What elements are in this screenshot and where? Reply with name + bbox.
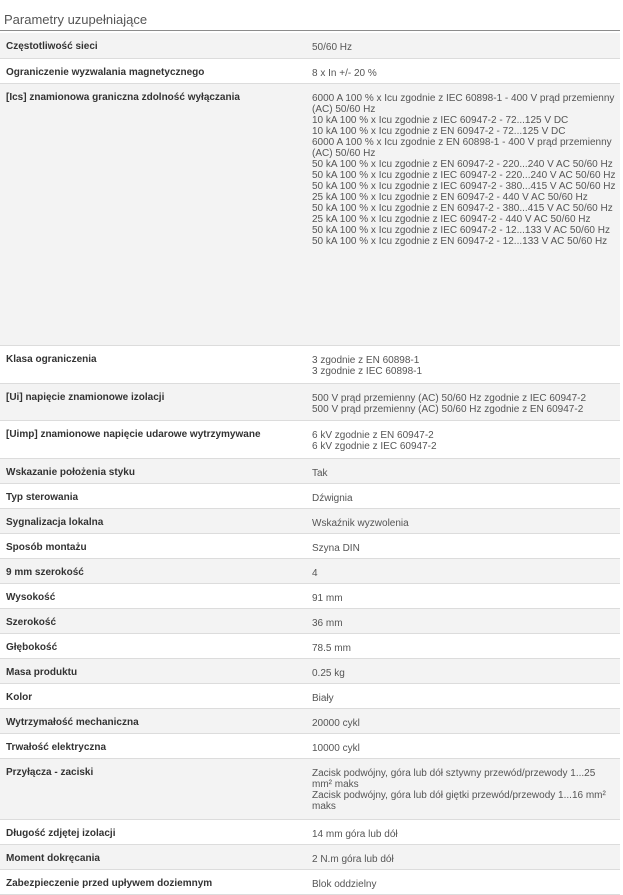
spec-label: [Ics] znamionowa graniczna zdolność wyłączania — [0, 83, 306, 345]
section-divider — [0, 30, 620, 31]
spec-value — [306, 819, 620, 844]
spec-value — [306, 869, 620, 894]
spec-value-line: 25 kA 100 % x Icu zgodnie z IEC 60947-2 - 440 V AC 50/60 Hz — [312, 213, 591, 225]
spec-label: Wytrzymałość mechaniczna — [0, 708, 306, 733]
spec-value-line: 25 kA 100 % x Icu zgodnie z EN 60947-2 - 440 V AC 50/60 Hz — [312, 191, 588, 203]
spec-row — [0, 33, 620, 58]
spec-value — [306, 458, 620, 483]
spec-value-line: Wskaźnik wyzwolenia — [312, 517, 409, 529]
spec-value-line: 50 kA 100 % x Icu zgodnie z EN 60947-2 - 220...240 V AC 50/60 Hz — [312, 158, 613, 170]
spec-value — [306, 420, 620, 458]
spec-value-line: 8 x In +/- 20 % — [312, 67, 377, 79]
spec-value-line: Dźwignia — [312, 492, 353, 504]
spec-value-line: 50 kA 100 % x Icu zgodnie z IEC 60947-2 - 12...133 V AC 50/60 Hz — [312, 224, 610, 236]
spec-value-line: 10 kA 100 % x Icu zgodnie z EN 60947-2 - 72...125 V DC — [312, 125, 566, 137]
spec-row — [0, 608, 620, 633]
section-title: Parametry uzupełniające — [4, 12, 148, 27]
spec-table-body — [0, 33, 620, 894]
spec-row — [0, 483, 620, 508]
spec-value-line: 3 zgodnie z EN 60898-1 — [312, 354, 420, 366]
spec-label: Masa produktu — [0, 658, 306, 683]
spec-value-line: 78.5 mm — [312, 642, 351, 654]
spec-value-line: 2 N.m góra lub dół — [312, 853, 394, 865]
spec-value — [306, 708, 620, 733]
spec-value-line: 6000 A 100 % x Icu zgodnie z EN 60898-1 - 400 V prąd przemienny (AC) 50/60 Hz — [312, 136, 612, 159]
spec-label: Przyłącza - zaciski — [0, 758, 306, 819]
spec-row — [0, 869, 620, 894]
spec-value — [306, 345, 620, 383]
spec-label: Trwałość elektryczna — [0, 733, 306, 758]
spec-label: Szerokość — [0, 608, 306, 633]
spec-row — [0, 683, 620, 708]
spec-row — [0, 383, 620, 420]
spec-value-line: Zacisk podwójny, góra lub dół sztywny przewód/przewody 1...25 mm² maks — [312, 767, 596, 790]
spec-label: [Uimp] znamionowe napięcie udarowe wytrzymywane — [0, 420, 306, 458]
spec-label: Długość zdjętej izolacji — [0, 819, 306, 844]
spec-row — [0, 758, 620, 819]
spec-row — [0, 420, 620, 458]
spec-row — [0, 533, 620, 558]
spec-value-line: Zacisk podwójny, góra lub dół giętki przewód/przewody 1...16 mm² maks — [312, 789, 606, 812]
spec-value — [306, 608, 620, 633]
spec-value-line: 10000 cykl — [312, 742, 360, 754]
spec-value-line: 20000 cykl — [312, 717, 360, 729]
spec-row — [0, 558, 620, 583]
spec-value — [306, 83, 620, 345]
spec-value-line: 36 mm — [312, 617, 343, 629]
spec-row — [0, 508, 620, 533]
spec-value-line: 500 V prąd przemienny (AC) 50/60 Hz zgodnie z IEC 60947-2 — [312, 392, 587, 404]
spec-value-line: 50 kA 100 % x Icu zgodnie z IEC 60947-2 - 220...240 V AC 50/60 Hz — [312, 169, 616, 181]
spec-value-line: 3 zgodnie z IEC 60898-1 — [312, 365, 423, 377]
spec-label: Ograniczenie wyzwalania magnetycznego — [0, 58, 306, 83]
spec-value-line: 50 kA 100 % x Icu zgodnie z IEC 60947-2 - 380...415 V AC 50/60 Hz — [312, 180, 616, 192]
spec-row — [0, 819, 620, 844]
spec-label: Typ sterowania — [0, 483, 306, 508]
spec-value — [306, 558, 620, 583]
spec-label: Sygnalizacja lokalna — [0, 508, 306, 533]
spec-label: Zabezpieczenie przed upływem doziemnym — [0, 869, 306, 894]
spec-value — [306, 683, 620, 708]
spec-value-line: Szyna DIN — [312, 542, 360, 554]
spec-label: Kolor — [0, 683, 306, 708]
spec-value-line: 50 kA 100 % x Icu zgodnie z EN 60947-2 - 380...415 V AC 50/60 Hz — [312, 202, 613, 214]
spec-value — [306, 58, 620, 83]
spec-value-line: 6 kV zgodnie z IEC 60947-2 — [312, 440, 437, 452]
spec-row — [0, 345, 620, 383]
spec-value-line: 6000 A 100 % x Icu zgodnie z IEC 60898-1 - 400 V prąd przemienny (AC) 50/60 Hz — [312, 92, 615, 115]
spec-value-line: 50/60 Hz — [312, 42, 353, 53]
spec-value — [306, 483, 620, 508]
spec-label: Wysokość — [0, 583, 306, 608]
spec-value — [306, 758, 620, 819]
spec-row — [0, 633, 620, 658]
spec-row — [0, 708, 620, 733]
spec-value — [306, 844, 620, 869]
spec-value — [306, 658, 620, 683]
spec-value — [306, 583, 620, 608]
spec-row — [0, 458, 620, 483]
spec-label: [Ui] napięcie znamionowe izolacji — [0, 383, 306, 420]
spec-value-line: 10 kA 100 % x Icu zgodnie z IEC 60947-2 - 72...125 V DC — [312, 114, 569, 126]
spec-value — [306, 533, 620, 558]
spec-value-line: 50 kA 100 % x Icu zgodnie z EN 60947-2 - 12...133 V AC 50/60 Hz — [312, 235, 608, 247]
spec-table — [0, 33, 620, 895]
spec-row — [0, 733, 620, 758]
spec-label: Głębokość — [0, 633, 306, 658]
spec-label: Moment dokręcania — [0, 844, 306, 869]
spec-value — [306, 733, 620, 758]
spec-row — [0, 844, 620, 869]
spec-value — [306, 383, 620, 420]
spec-label: 9 mm szerokość — [0, 558, 306, 583]
spec-value-line: 91 mm — [312, 592, 343, 604]
spec-value-line: 500 V prąd przemienny (AC) 50/60 Hz zgodnie z EN 60947-2 — [312, 403, 584, 415]
spec-value — [306, 508, 620, 533]
spec-value — [306, 633, 620, 658]
spec-value-line: Blok oddzielny — [312, 878, 377, 890]
spec-value-line: Biały — [312, 692, 334, 704]
spec-label: Klasa ograniczenia — [0, 345, 306, 383]
spec-value — [306, 33, 620, 58]
spec-value-line: 14 mm góra lub dół — [312, 828, 398, 840]
spec-value-line: Tak — [312, 467, 328, 479]
spec-row — [0, 58, 620, 83]
spec-value-line: 0.25 kg — [312, 667, 345, 679]
spec-row — [0, 83, 620, 345]
spec-row — [0, 583, 620, 608]
spec-label: Częstotliwość sieci — [0, 33, 306, 58]
spec-row — [0, 658, 620, 683]
spec-label: Sposób montażu — [0, 533, 306, 558]
spec-value-line: 6 kV zgodnie z EN 60947-2 — [312, 429, 434, 441]
spec-value-line: 4 — [312, 567, 318, 579]
spec-label: Wskazanie położenia styku — [0, 458, 306, 483]
